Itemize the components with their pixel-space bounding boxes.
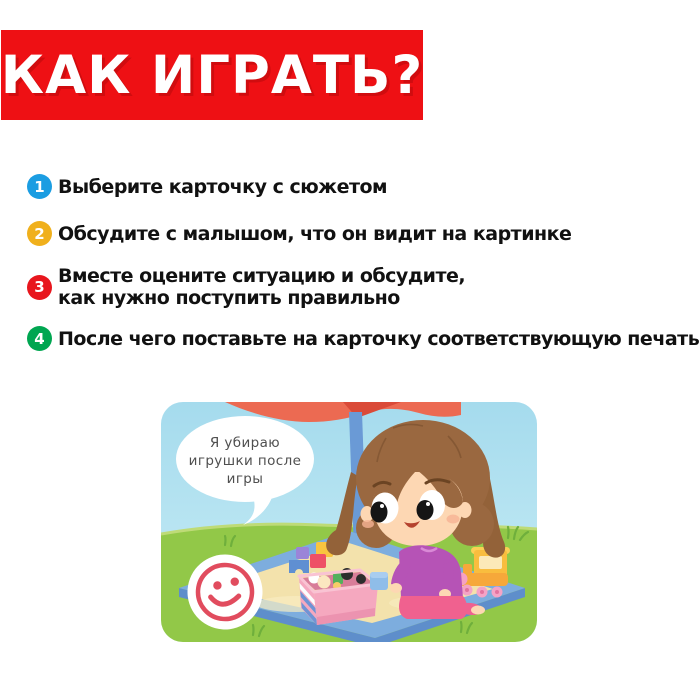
step-item-1 xyxy=(27,174,387,199)
toy-box xyxy=(299,568,378,625)
train-window xyxy=(479,556,502,569)
example-card xyxy=(161,402,537,642)
step-number-badge-4: 4 xyxy=(27,326,52,351)
step-number-badge-1: 1 xyxy=(27,174,52,199)
blue-cube xyxy=(370,572,388,590)
step-text-4: После чего поставьте на карточку соответствующую печать xyxy=(58,327,700,350)
step-number-badge-2: 2 xyxy=(27,221,52,246)
black-ball xyxy=(356,574,366,584)
girl-pupil-right xyxy=(417,500,434,520)
step-text-3-line-2: как нужно поступить правильно xyxy=(58,287,400,309)
sandbox-scene xyxy=(161,402,537,642)
step-text-3-line-1: Вместе оцените ситуацию и обсудите, xyxy=(58,265,466,287)
red-block xyxy=(310,554,326,568)
header-banner xyxy=(1,30,423,120)
eye-glint xyxy=(426,502,430,506)
speech-bubble-line-1: Я убираю xyxy=(209,435,281,451)
step-number-badge-3: 3 xyxy=(27,275,52,300)
step-item-3 xyxy=(27,265,465,309)
step-item-4 xyxy=(27,326,699,351)
speech-bubble-line-3: игры xyxy=(226,471,264,487)
girl-pants xyxy=(399,596,467,619)
girl-hand-left xyxy=(390,583,402,593)
eye-glint xyxy=(380,504,384,508)
step-item-2 xyxy=(27,221,571,246)
purple-block xyxy=(296,547,309,559)
step-text-2: Обсудите с малышом, что он видит на картинке xyxy=(58,222,572,245)
cream-ball xyxy=(318,576,331,589)
girl-pupil-left xyxy=(371,502,388,523)
blue-cube-top xyxy=(370,572,388,578)
step-text-3 xyxy=(58,265,465,309)
girl-foot xyxy=(471,606,485,615)
page-title: КАК ИГРАТЬ? xyxy=(0,44,424,106)
speech-bubble-line-2: игрушки после xyxy=(188,453,302,469)
step-text-1: Выберите карточку с сюжетом xyxy=(58,175,388,198)
girl-blush-left xyxy=(362,520,374,528)
girl-blush-right xyxy=(447,515,460,524)
